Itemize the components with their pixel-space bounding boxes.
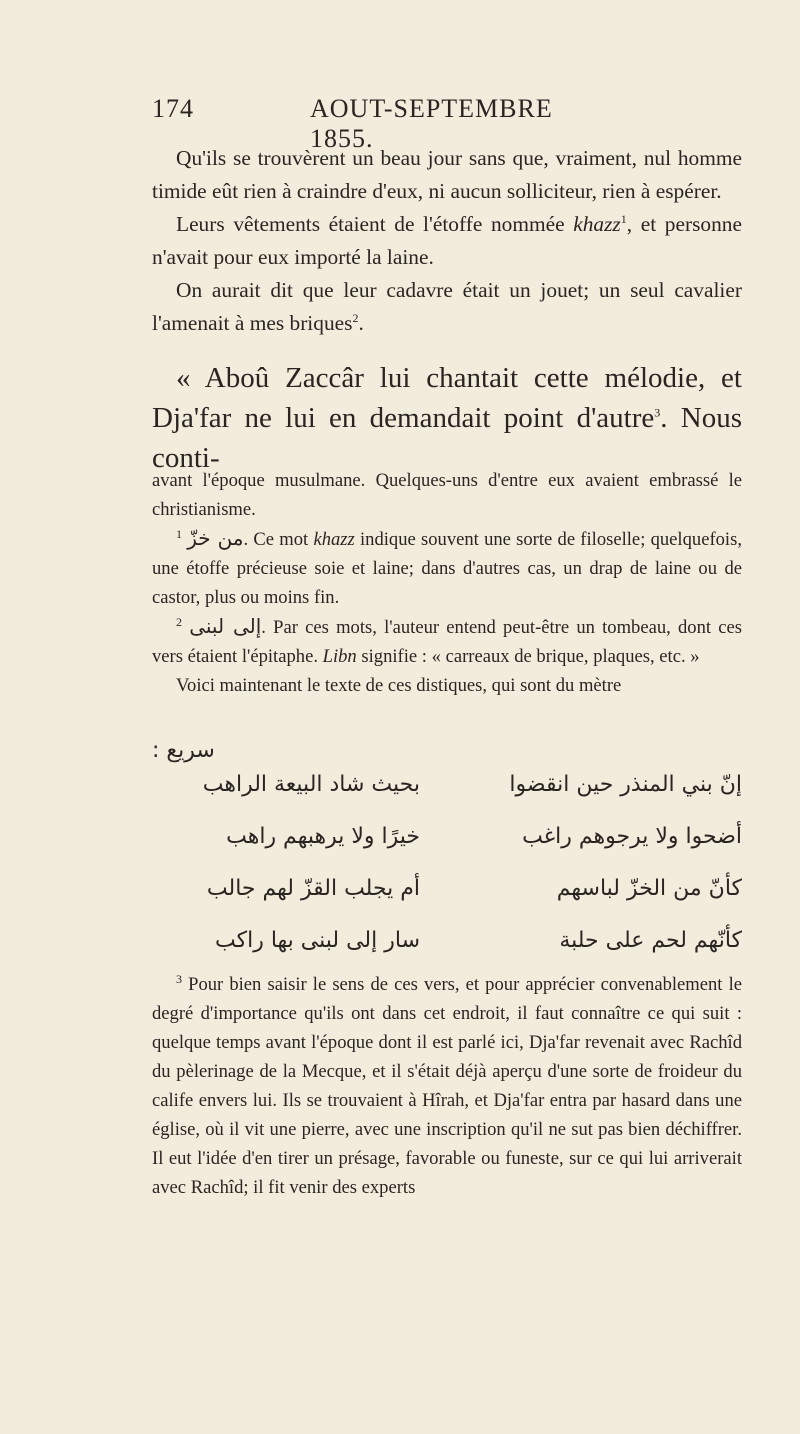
verse-line-3-right: كأنّ من الخزّ لباسهم: [556, 876, 742, 901]
para3-after: .: [358, 311, 364, 335]
footnote-3-text: Pour bien saisir le sens de ces vers, et pour apprécier convenablement le degré d'importance qu'ils ont dans cet endroit, il faut connaître ce qui suit : quelque temps avant l'époque dont il est parlé ici, Dja'far revenait avec Rachîd du pèlerinage de la Mecque, et il s'était déjà aperçu d'une sorte de froideur du calife envers lui. Ils se trouvaient à Hîrah, et Dja'far entra par hasard dans une église, où il vit une pierre, avec une inscription qu'il ne sut pas bien déchiffrer. Il eut l'idée d'en tirer un présage, favorable ou funeste, sur ce qui lui arriverait avec Rachîd; il fit venir des experts: [152, 974, 742, 1198]
verse-line-4-right: كأنّهم لحم على حلبة: [559, 928, 742, 953]
footnote-1-arabic: من خزّ: [187, 526, 244, 550]
page-number: 174: [152, 94, 194, 123]
footnote-2: [152, 612, 742, 671]
footnote-carryover: avant l'époque musulmane. Quelques-uns d'entre eux avaient embrassé le christianisme.: [152, 470, 742, 520]
footnote-3-paragraph: [152, 970, 742, 1202]
verse-line-3-left: أم يجلب القزّ لهم جالب: [206, 876, 420, 901]
footnote-3-mark: 3: [176, 971, 182, 986]
footnote-ref-2: 2: [352, 310, 359, 325]
footnote-2-term: Libn: [322, 646, 357, 667]
verse-paragraph-3: [152, 274, 742, 340]
footnote-3: [152, 970, 742, 1202]
verse-line-1-right: إنّ بني المنذر حين انقضوا: [509, 772, 742, 797]
footnote-2-before: . Par ces mots, l'auteur entend peut-être un tombeau, dont ces vers étaient l'épitaphe.: [152, 617, 743, 667]
para2-after: , et personne n'avait pour eux importé la laine.: [152, 212, 742, 269]
quote-after: . Nous conti-: [152, 402, 742, 474]
footnote-1-term: khazz: [313, 529, 355, 550]
verse-line-2-right: أضحوا ولا يرجوهم راغب: [522, 824, 742, 849]
footnote-2-arabic: إلى لبنى: [189, 614, 262, 638]
verse-paragraph-2: [152, 208, 742, 274]
running-title: AOUT-SEPTEMBRE 1855.: [310, 94, 553, 153]
khazz-term: khazz: [573, 212, 621, 236]
footnote-2-after: signifie : « carreaux de brique, plaques, etc. »: [356, 646, 700, 667]
verse-line-2-left: خيرًا ولا يرهبهم راهب: [226, 824, 420, 849]
main-text: [152, 142, 742, 340]
para3-before: On aurait dit que leur cadavre était un jouet; un seul cavalier l'amenait à mes briques: [152, 278, 742, 335]
verse-line-4-left: سار إلى لبنى بها راكب: [215, 928, 420, 953]
footnote-1-mark: 1: [176, 526, 182, 541]
footnote-ref-1: 1: [620, 211, 627, 226]
narrative-quote: [152, 358, 742, 478]
footnote-2-mark: 2: [176, 614, 182, 629]
verse-line-1-left: بحيث شاد البيعة الراهب: [202, 772, 420, 797]
footnotes: [152, 466, 742, 700]
footnote-1-after: indique souvent une sorte de filoselle; quelquefois, une étoffe précieuse soie et laine; dans d'autres cas, un drap de laine ou de castor, plus ou moins fin.: [152, 529, 742, 608]
distiques-intro: Voici maintenant le texte de ces distiques, qui sont du mètre: [176, 675, 622, 696]
quote-paragraph: [152, 358, 742, 478]
footnote-1-before: . Ce mot: [243, 529, 314, 550]
running-header: [152, 94, 592, 153]
footnote-1: [152, 524, 742, 612]
metre-label: سريع :: [152, 738, 215, 763]
quote-before: « Aboû Zaccâr lui chantait cette mélodie, et Dja'far ne lui en demandait point d'autre: [152, 362, 742, 434]
arabic-verses: [152, 760, 742, 972]
para2-before: Leurs vêtements étaient de l'étoffe nommée: [176, 212, 574, 236]
verse-paragraph-1: Qu'ils se trouvèrent un beau jour sans que, vraiment, nul homme timide eût rien à craindre d'eux, ni aucun solliciteur, rien à espérer.: [152, 146, 742, 203]
footnote-ref-3: 3: [654, 405, 661, 420]
